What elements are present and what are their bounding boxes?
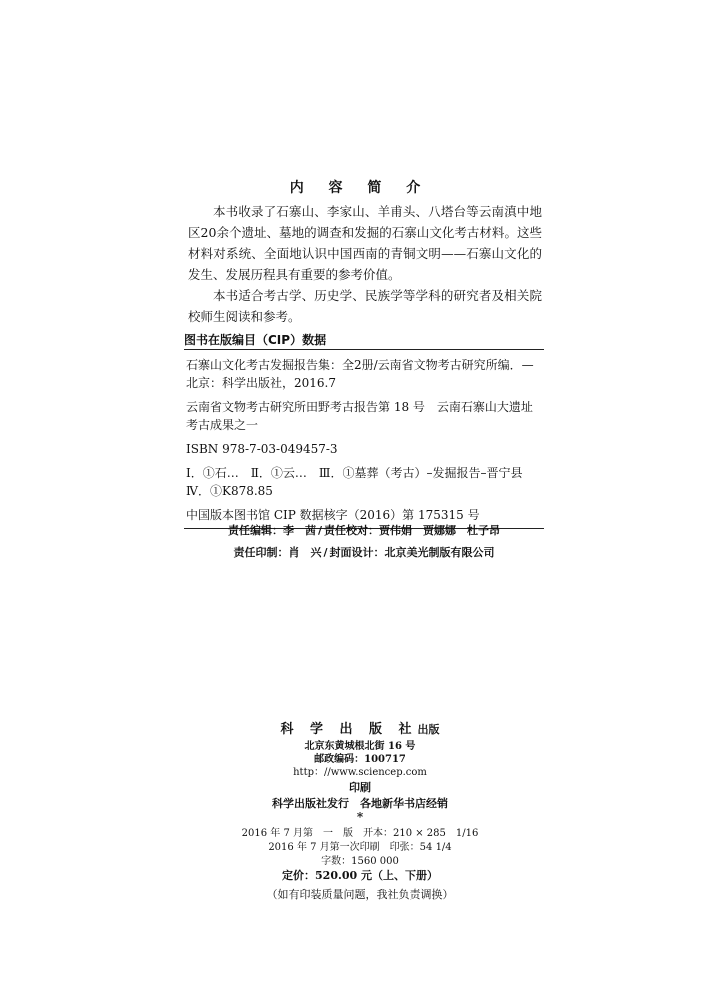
intro-title: 内 容 简 介	[289, 180, 431, 196]
intro-paragraph: 本书收录了石寨山、李家山、羊甫头、八塔台等云南滇中地区20余个遗址、墓地的调查和发掘的石寨山文化考古材料。这些材料对系统、全面地认识中国西南的青铜文明——石寨山文化的发生、发展历程具有重要的参考价值。	[188, 204, 542, 282]
publisher-website: http：//www.sciencep.com	[293, 767, 427, 778]
printing-line: 2016 年 7 月第一次印刷 印张：54 1/4	[268, 842, 452, 853]
word-count: 字数：1560 000	[321, 856, 399, 867]
cip-top-rule	[184, 349, 544, 350]
cip-series-line: 云南省文物考古研究所田野考古报告第 18 号 云南石寨山大遗址考古成果之一	[186, 400, 533, 432]
separator-star: *	[356, 810, 364, 824]
print-label: 责任印制：	[233, 546, 289, 559]
responsibility-line-1: 责任编辑：李 茜 / 责任校对：贾伟娟 贾娜娜 杜子昂	[227, 524, 501, 537]
publisher-address: 北京东黄城根北街 16 号	[304, 741, 416, 752]
cover-designer: 北京美光制版有限公司	[384, 546, 495, 559]
cip-record-number: 中国版本图书馆 CIP 数据核字（2016）第 175315 号	[186, 508, 480, 522]
intro-body	[188, 201, 542, 327]
proof-label: 责任校对：	[324, 524, 380, 537]
intro-paragraph: 本书适合考古学、历史学、民族学等学科的研究者及相关院校师生阅读和参考。	[188, 288, 542, 324]
editor-name: 李 茜	[282, 524, 316, 537]
cip-lines	[184, 356, 544, 524]
distribution-line: 科学出版社发行 各地新华书店经销	[272, 797, 448, 810]
cip-block	[184, 331, 544, 529]
printer-line: 印刷	[349, 781, 371, 794]
print-name: 肖 兴	[288, 546, 322, 559]
publisher-line	[0, 723, 720, 737]
responsibility-line-2: 责任印制：肖 兴 / 封面设计：北京美光制版有限公司	[233, 546, 495, 559]
cover-label: 封面设计：	[329, 546, 385, 559]
quality-notice: （如有印装质量问题，我社负责调换）	[266, 888, 454, 901]
cip-heading: 图书在版编目（CIP）数据	[184, 333, 327, 347]
publisher-name: 科 学 出 版 社	[280, 722, 418, 737]
editor-label: 责任编辑：	[227, 524, 283, 537]
edition-line: 2016 年 7 月第 一 版 开本：210 × 285 1/16	[241, 828, 479, 839]
price-line: 定价：520.00 元（上、下册）	[282, 869, 438, 882]
publisher-postcode: 邮政编码：100717	[314, 754, 406, 765]
cip-isbn: ISBN 978-7-03-049457-3	[186, 442, 338, 456]
cip-title-line: 石寨山文化考古发掘报告集：全2册/云南省文物考古研究所编．—北京：科学出版社，2016.7	[186, 358, 534, 390]
proof-names: 贾伟娟 贾娜娜 杜子昂	[379, 524, 501, 537]
cip-classification: Ⅰ．①石… Ⅱ．①云… Ⅲ．①墓葬（考古）–发掘报告–晋宁县Ⅳ．①K878.85	[186, 466, 523, 498]
publisher-suffix: 出版	[417, 723, 440, 736]
